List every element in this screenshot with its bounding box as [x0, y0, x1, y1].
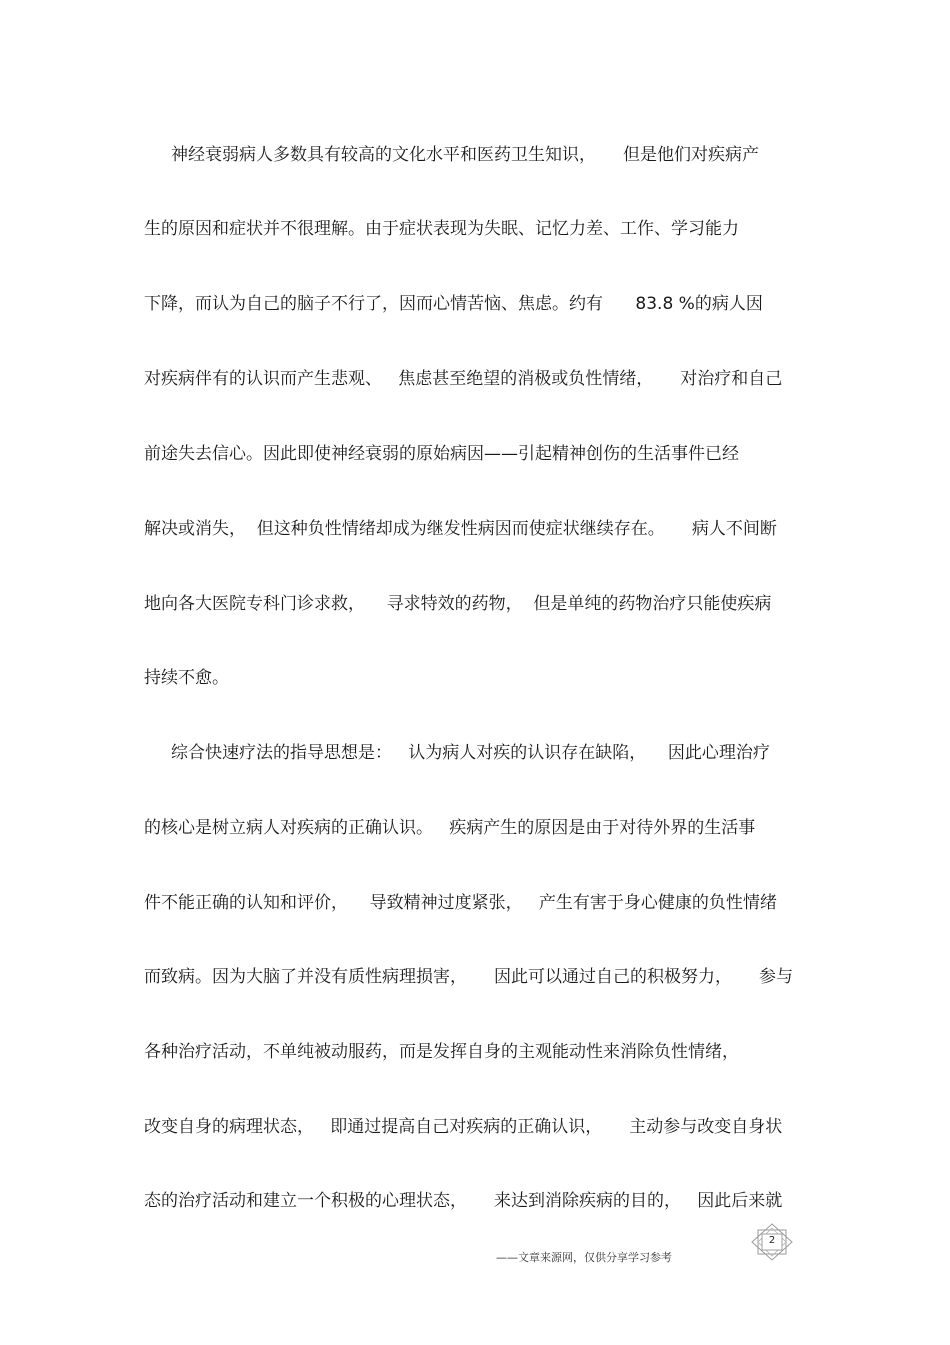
body-line-11: 件不能正确的认知和评价， 导致精神过度紧张， 产生有害于身心健康的负性情绪 — [144, 893, 777, 913]
footer-source-note: ——文章来源网，仅供分享学习参考 — [496, 1251, 672, 1264]
body-line-10: 的核心是树立病人对疾病的正确认识。 疾病产生的原因是由于对待外界的生活事 — [144, 818, 756, 838]
body-line-6: 解决或消失， 但这种负性情绪却成为继发性病因而使症状继续存在。 病人不间断 — [144, 519, 777, 539]
body-line-9: 综合快速疗法的指导思想是： 认为病人对疾的认识存在缺陷， 因此心理治疗 — [144, 743, 770, 763]
page-number: 2 — [768, 1235, 776, 1246]
page-number-badge — [748, 1222, 796, 1262]
body-line-1: 神经衰弱病人多数具有较高的文化水平和医药卫生知识， 但是他们对疾病产 — [144, 145, 760, 165]
body-line-12: 而致病。因为大脑了并没有质性病理损害， 因此可以通过自己的积极努力， 参与 — [144, 967, 794, 987]
body-line-5: 前途失去信心。因此即使神经衰弱的原始病因——引起精神创伤的生活事件已经 — [144, 444, 739, 464]
body-line-3: 下降，而认为自己的脑子不行了，因而心情苦恼、焦虑。约有 83.8 %的病人因 — [144, 294, 763, 314]
body-line-7: 地向各大医院专科门诊求救， 寻求特效的药物， 但是单纯的药物治疗只能使疾病 — [144, 594, 772, 614]
body-line-2: 生的原因和症状并不很理解。由于症状表现为失眠、记忆力差、工作、学习能力 — [144, 219, 739, 239]
body-line-15: 态的治疗活动和建立一个积极的心理状态， 来达到消除疾病的目的， 因此后来就 — [144, 1191, 783, 1211]
body-line-4: 对疾病伴有的认识而产生悲观、 焦虑甚至绝望的消极或负性情绪， 对治疗和自己 — [144, 369, 783, 389]
body-line-13: 各种治疗活动，不单纯被动服药，而是发挥自身的主观能动性来消除负性情绪， — [144, 1042, 739, 1062]
body-line-8: 持续不愈。 — [144, 668, 229, 688]
body-line-14: 改变自身的病理状态， 即通过提高自己对疾病的正确认识， 主动参与改变自身状 — [144, 1117, 783, 1137]
